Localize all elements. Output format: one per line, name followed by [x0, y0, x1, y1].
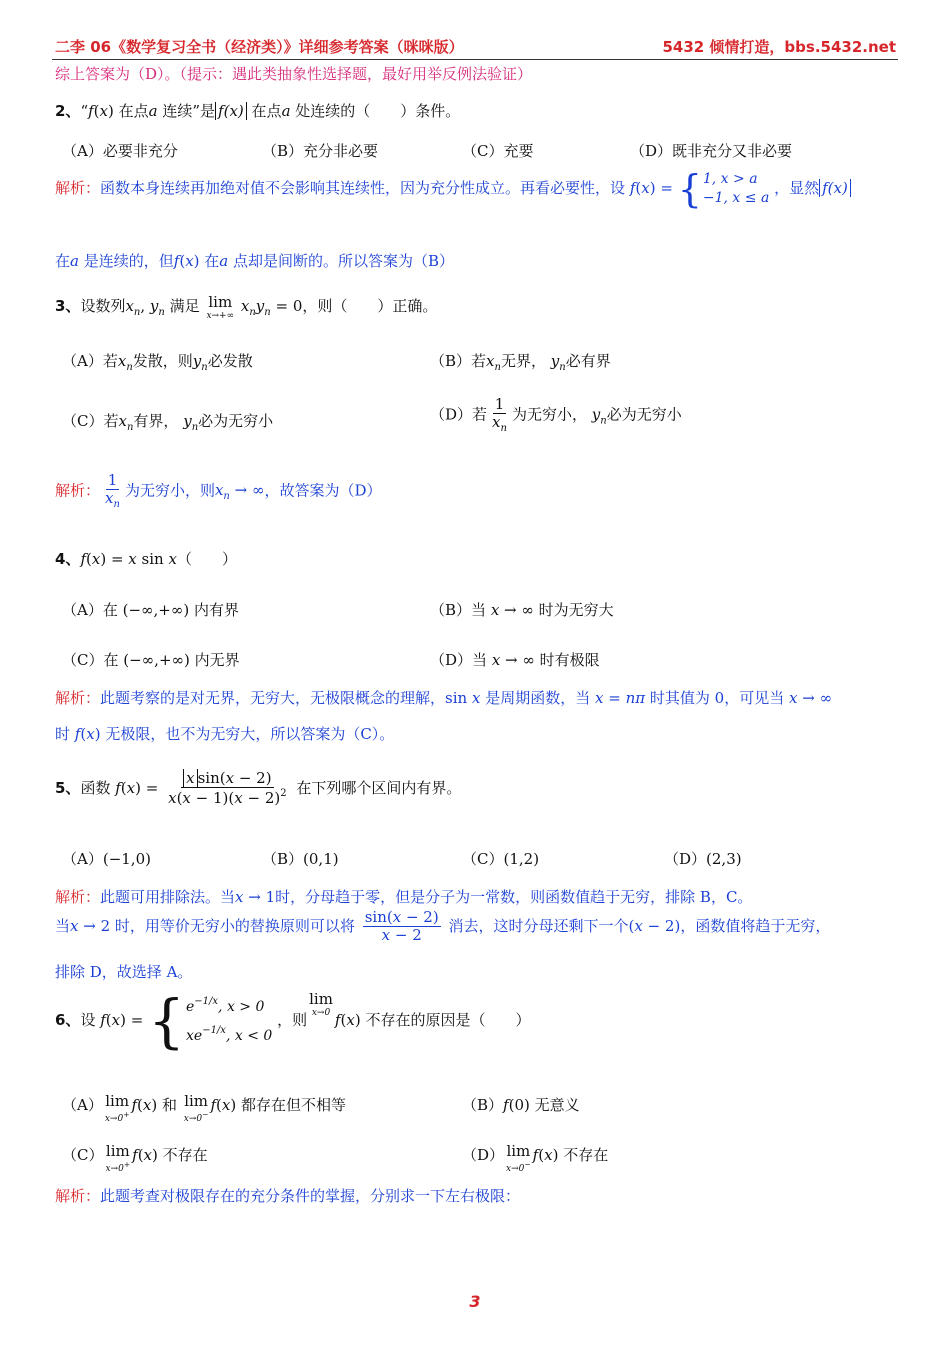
header-divider	[52, 59, 898, 60]
q5-option-b: （B）(0,1)	[262, 850, 339, 868]
summary-line: 综上答案为（D）。（提示：遇此类抽象性选择题，最好用举反例法验证）	[55, 65, 533, 83]
q2-option-b: （B）充分非必要	[262, 142, 379, 160]
header-title-left: 二李 06《数学复习全书（经济类）》详细参考答案（咪咪版）	[55, 38, 464, 56]
q2-option-a: （A）必要非充分	[62, 142, 178, 160]
q3-analysis: 解析： $\frac{1}{x_n}$ 为无穷小，则$x_n$ → ∞，故答案为（D）	[55, 471, 382, 511]
question-6-stem: 6、设 f(x) = { $e^{-1/x}$, x > 0 $xe^{-1/x}$, x < 0 ，则 lim x→0 f(x) 不存在的原因是（ ）	[55, 987, 531, 1055]
q5-option-c: （C）(1,2)	[462, 850, 540, 868]
q3-option-d: （D）若 $\frac{1}{x_n}$ 为无穷小， $y_n$必为无穷小	[430, 395, 682, 435]
page-number: 3	[469, 1292, 481, 1311]
question-4-stem: 4、f(x) = x sin x（ ）	[55, 550, 237, 568]
q2-analysis: 解析：函数本身连续再加绝对值不会影响其连续性，因为充分性成立。再看必要性，设 f(x) = { 1, x > a −1, x ≤ a ，显然 f(x)	[55, 170, 851, 208]
q6-option-b: （B）f(0) 无意义	[462, 1096, 580, 1114]
question-2-stem: 2、“f(x) 在点a 连续”是 f(x) 在点a 处连续的（ ）条件。	[55, 102, 461, 120]
question-3-stem: 3、设数列$x_n$, $y_n$ 满足 lim x→+∞ $x_ny_n = 0$，则（ ）正确。	[55, 293, 438, 321]
q3-option-b: （B）若$x_n$无界， $y_n$必有界	[430, 352, 611, 373]
q5-option-a: （A）(−1,0)	[62, 850, 151, 868]
q4-option-c: （C）在 (−∞,+∞) 内无界	[62, 651, 240, 669]
q3-option-a: （A）若$x_n$发散，则$y_n$必发散	[62, 352, 253, 373]
q6-analysis: 解析：此题考查对极限存在的充分条件的掌握，分别求一下左右极限：	[55, 1187, 521, 1205]
q4-option-d: （D）当 x → ∞ 时有极限	[430, 651, 600, 669]
q4-analysis-line2: 时 f(x) 无极限，也不为无穷大，所以答案为（C）。	[55, 725, 395, 743]
q4-option-a: （A）在 (−∞,+∞) 内有界	[62, 601, 240, 619]
header-title-right: 5432 倾情打造，bbs.5432.net	[662, 38, 896, 56]
q2-option-d: （D）既非充分又非必要	[630, 142, 793, 160]
question-5-stem: 5、函数 f(x) = $\frac{\text{x sin(x − 2)}}{x(x - 1)(x - 2)^2}$ 在下列哪个区间内有界。	[55, 769, 462, 808]
q3-option-c: （C）若$x_n$有界， $y_n$必为无穷小	[62, 412, 274, 433]
q6-option-d: （D） lim x→0− f(x) 不存在	[462, 1142, 609, 1174]
q4-analysis: 解析：此题考察的是对无界，无穷大，无极限概念的理解，sin x 是周期函数，当 x = nπ 时其值为 0，可见当 x → ∞	[55, 689, 833, 707]
q5-option-d: （D）(2,3)	[664, 850, 742, 868]
q2-option-c: （C）充要	[462, 142, 534, 160]
q6-option-c: （C） lim x→0+ f(x) 不存在	[62, 1142, 208, 1174]
q5-analysis-line3: 排除 D，故选择 A。	[55, 963, 193, 981]
q6-option-a: （A） lim x→0+ f(x) 和 lim x→0− f(x) 都存在但不相等	[62, 1092, 346, 1124]
q5-analysis: 解析：此题可用排除法。当x → 1时，分母趋于零，但是分子为一常数，则函数值趋于无穷，排除 B，C。	[55, 888, 753, 906]
q5-analysis-line2: 当x → 2 时，用等价无穷小的替换原则可以将 $\frac{\sin(x - 2)}{x - 2}$ 消去，这时分母还剩下一个(x − 2)，函数值将趋于无穷，	[55, 908, 831, 945]
q2-analysis-line2: 在a 是连续的，但f(x) 在a 点却是间断的。所以答案为（B）	[55, 252, 455, 270]
q4-option-b: （B）当 x → ∞ 时为无穷大	[430, 601, 614, 619]
